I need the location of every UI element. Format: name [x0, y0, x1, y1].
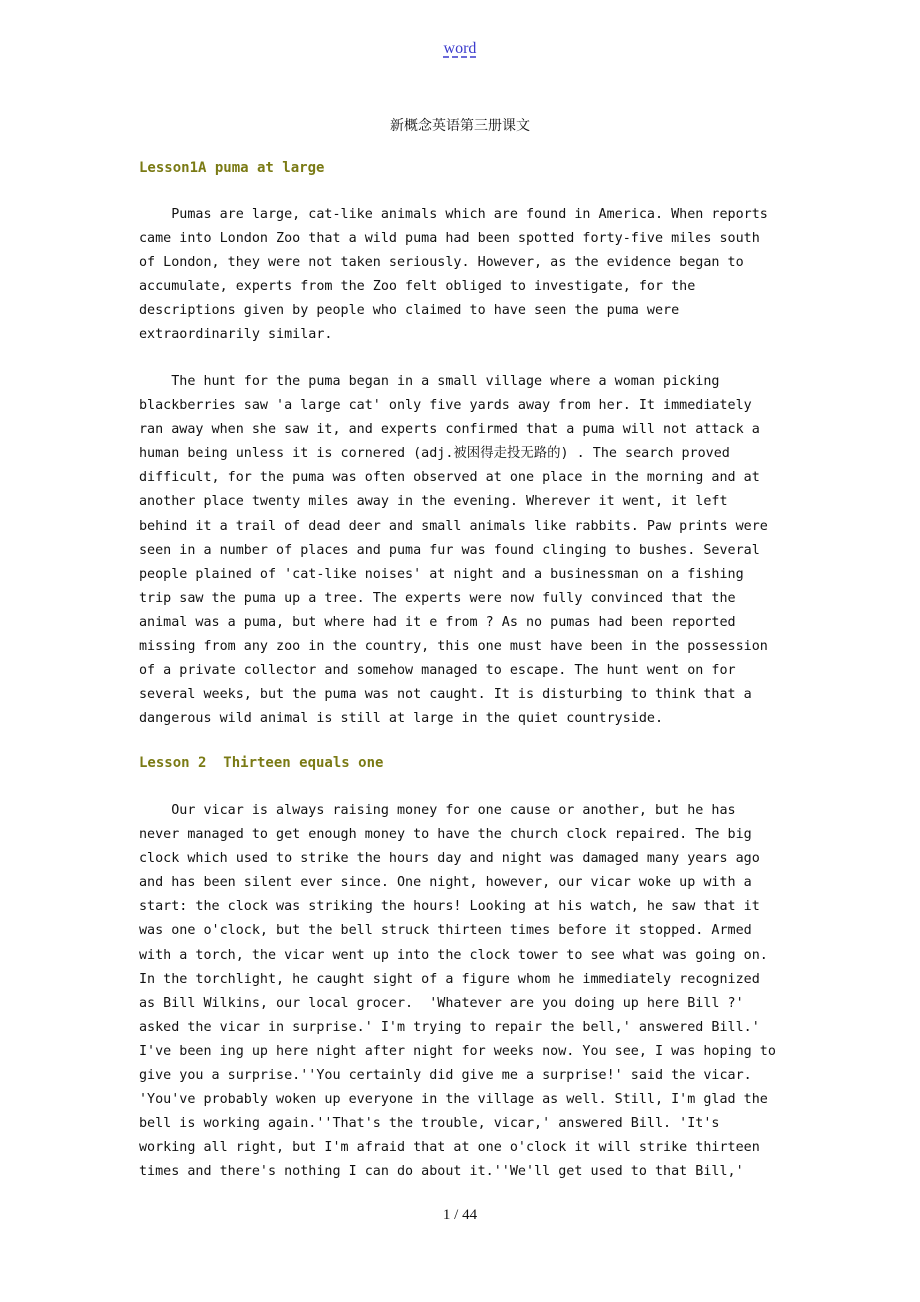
- text-line: Pumas are large, cat-like animals which are found in America. When reports: [139, 207, 768, 222]
- text-line: of a private collector and somehow managed to escape. The hunt went on for: [139, 663, 736, 679]
- text-line: came into London Zoo that a wild puma had been spotted forty-five miles south: [139, 231, 760, 247]
- text-line: In the torchlight, he caught sight of a figure whom he immediately recognized: [139, 971, 760, 987]
- text-line: extraordinarily similar.: [139, 327, 333, 343]
- text-line: behind it a trail of dead deer and small animals like rabbits. Paw prints were: [139, 518, 768, 534]
- text-line: of London, they were not taken seriously. However, as the evidence began to: [139, 255, 744, 271]
- text-line: dangerous wild animal is still at large in the quiet countryside.: [139, 711, 664, 727]
- text-line: ran away when she saw it, and experts confirmed that a puma will not attack a: [139, 422, 760, 438]
- lesson-1-paragraph-1: [139, 203, 789, 348]
- text-line: never managed to get enough money to have the church clock repaired. The big: [139, 827, 752, 843]
- header-word-link[interactable]: word: [443, 40, 477, 57]
- text-line: times and there's nothing I can do about it.''We'll get used to that Bill,': [139, 1164, 744, 1180]
- text-line: as Bill Wilkins, our local grocer. 'Whatever are you doing up here Bill ?': [139, 995, 744, 1011]
- text-line: start: the clock was striking the hours! Looking at his watch, he saw that it: [139, 899, 760, 915]
- text-line: animal was a puma, but where had it e from ? As no pumas had been reported: [139, 614, 736, 630]
- header-word-link-container: [0, 40, 920, 58]
- text-line: descriptions given by people who claimed to have seen the puma were: [139, 303, 680, 319]
- text-line: give you a surprise.''You certainly did give me a surprise!' said the vicar.: [139, 1068, 752, 1084]
- lesson-1-paragraph-2: [139, 370, 789, 731]
- text-line: human being unless it is cornered (adj.被困得走投无路的) . The search proved: [139, 446, 730, 462]
- text-line: working all right, but I'm afraid that at one o'clock it will strike thirteen: [139, 1140, 760, 1156]
- text-line: I've been ing up here night after night for weeks now. You see, I was hoping to: [139, 1043, 776, 1059]
- text-line: 'You've probably woken up everyone in the village as well. Still, I'm glad the: [139, 1092, 768, 1108]
- text-line: trip saw the puma up a tree. The experts were now fully convinced that the: [139, 590, 736, 606]
- text-line: bell is working again.''That's the trouble, vicar,' answered Bill. 'It's: [139, 1116, 720, 1132]
- text-line: people plained of 'cat-like noises' at night and a businessman on a fishing: [139, 566, 744, 582]
- text-line: another place twenty miles away in the evening. Wherever it went, it left: [139, 494, 728, 510]
- lesson-2-paragraph-1: [139, 799, 789, 1185]
- page-indicator: 1 / 44: [442, 1207, 478, 1223]
- text-line: Our vicar is always raising money for one cause or another, but he has: [139, 803, 736, 818]
- lesson-1-heading: Lesson1A puma at large: [139, 160, 325, 176]
- text-line: difficult, for the puma was often observed at one place in the morning and at: [139, 470, 760, 486]
- text-line: and has been silent ever since. One night, however, our vicar woke up with a: [139, 875, 752, 891]
- text-line: several weeks, but the puma was not caught. It is disturbing to think that a: [139, 687, 752, 703]
- text-line: clock which used to strike the hours day and night was damaged many years ago: [139, 851, 760, 867]
- text-line: missing from any zoo in the country, this one must have been in the possession: [139, 639, 768, 655]
- text-line: asked the vicar in surprise.' I'm trying to repair the bell,' answered Bill.': [139, 1019, 760, 1035]
- text-line: with a torch, the vicar went up into the clock tower to see what was going on.: [139, 947, 768, 963]
- text-line: seen in a number of places and puma fur was found clinging to bushes. Several: [139, 542, 760, 558]
- text-line: blackberries saw 'a large cat' only five yards away from her. It immediately: [139, 398, 752, 414]
- document-title: 新概念英语第三册课文: [390, 118, 530, 134]
- text-line: was one o'clock, but the bell struck thirteen times before it stopped. Armed: [139, 923, 752, 939]
- lesson-2-heading: Lesson 2 Thirteen equals one: [139, 755, 384, 771]
- text-line: The hunt for the puma began in a small village where a woman picking: [139, 374, 720, 389]
- text-line: accumulate, experts from the Zoo felt obliged to investigate, for the: [139, 279, 696, 295]
